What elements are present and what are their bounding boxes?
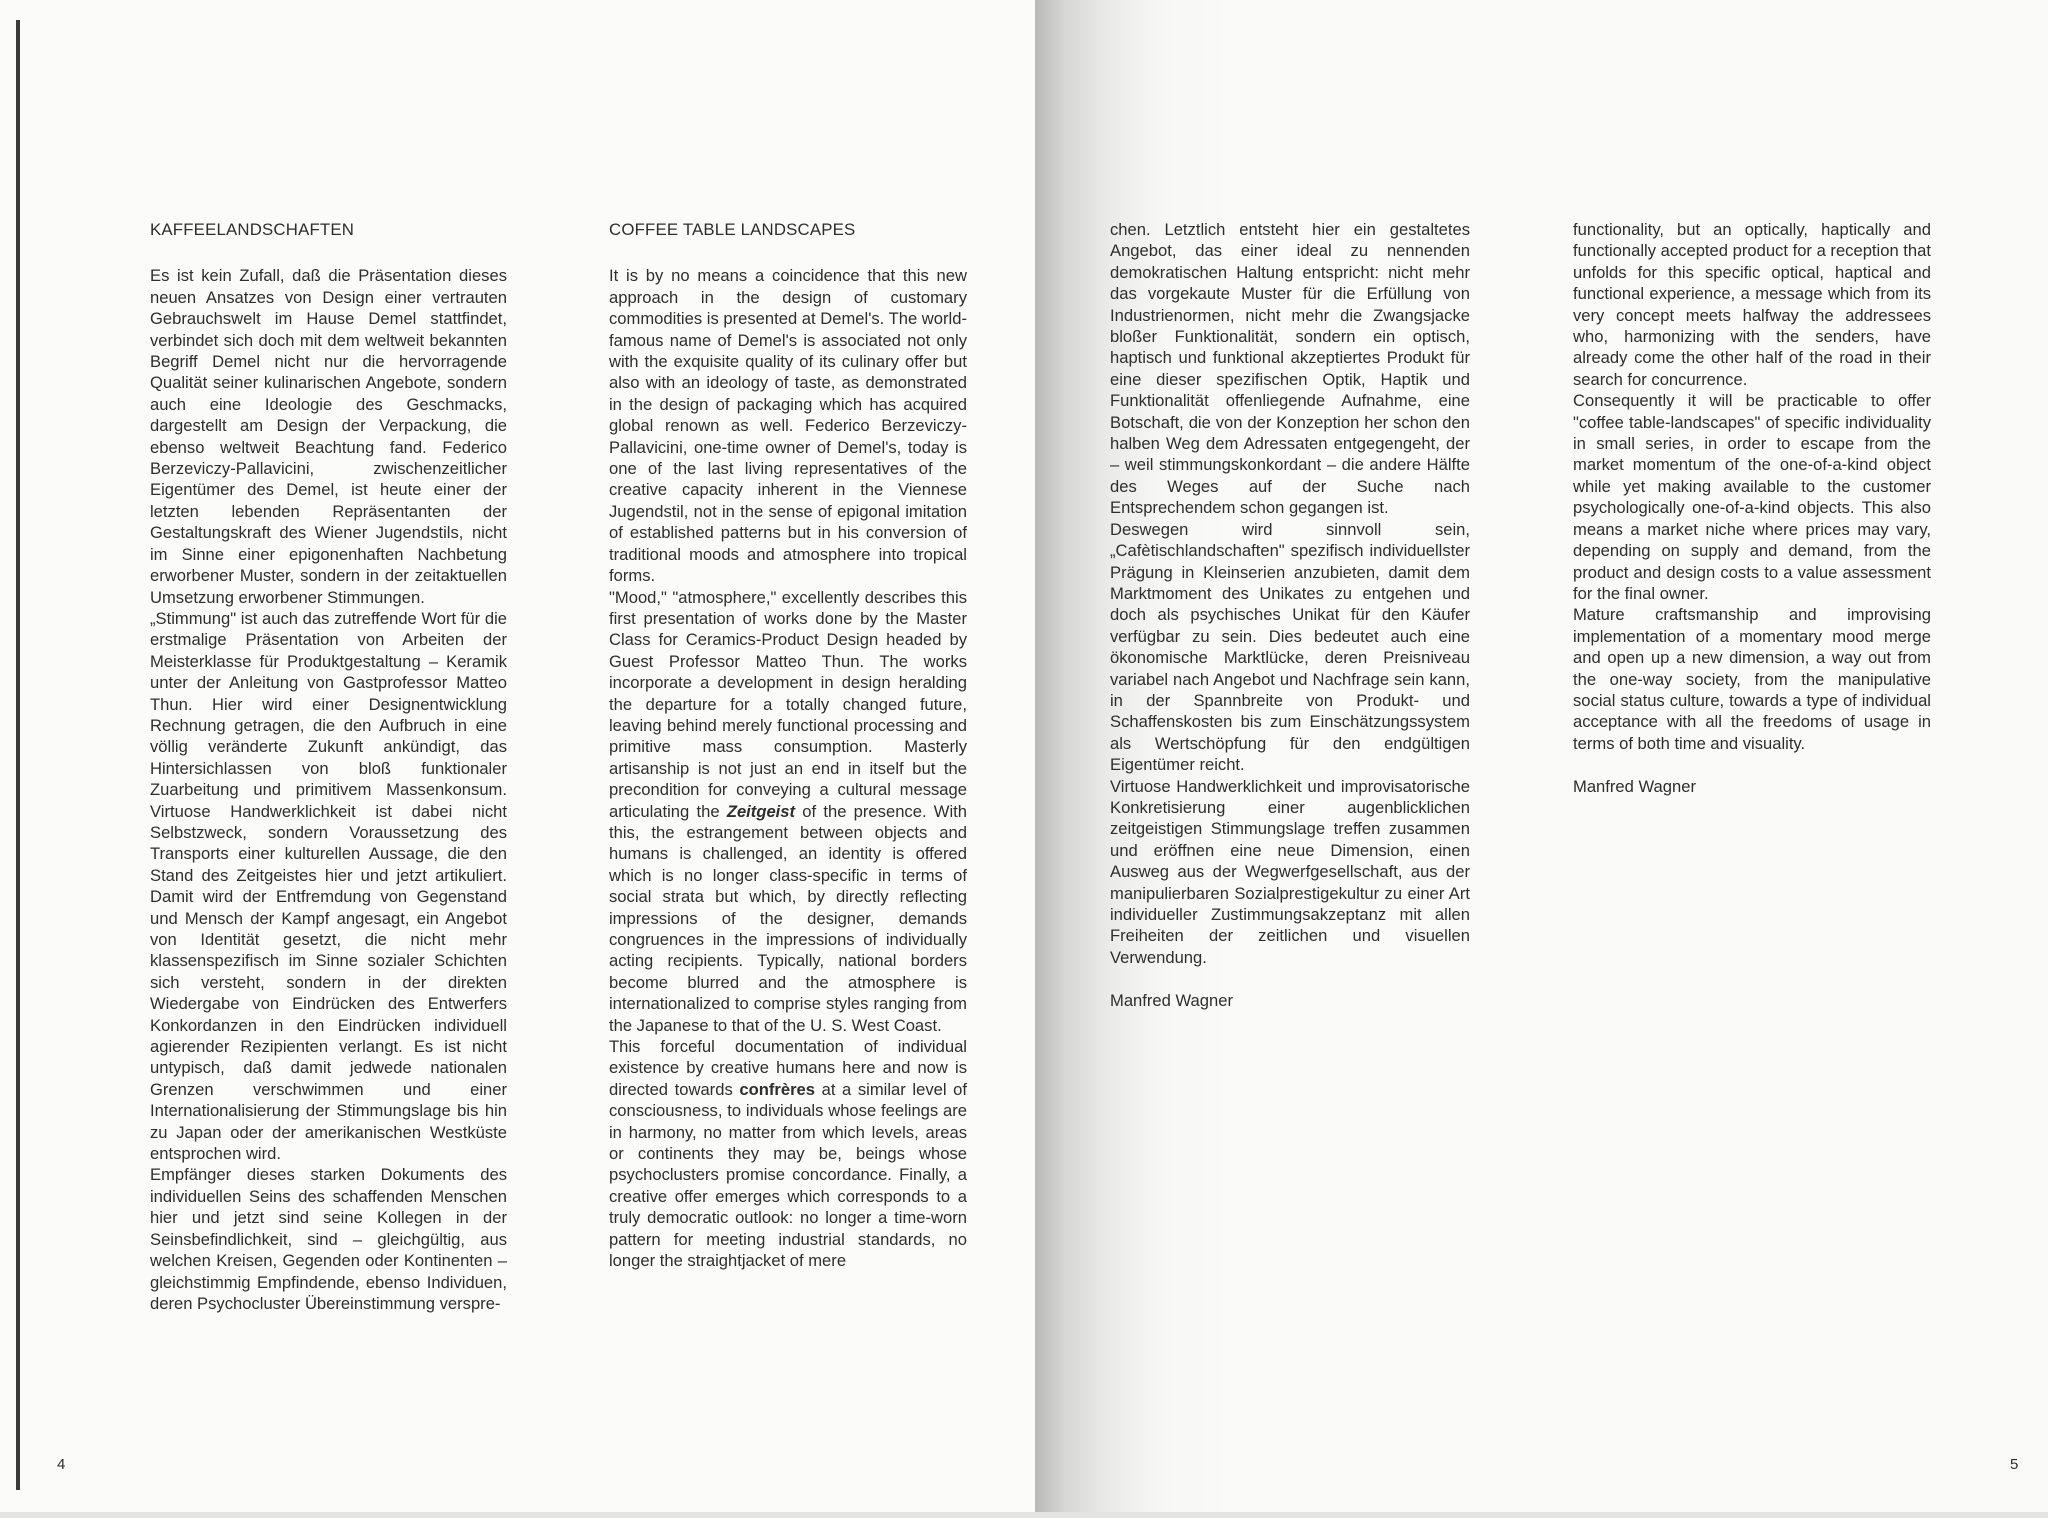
paragraph-text: at a similar level of consciousness, to individuals whose feelings are in harmony, no matter from which levels, areas or continents they may be, beings whose psychoclusters promise concordance. Finally, a creative offer emerges which corresponds to a truly democratic outlook: no longer a time-worn pattern for meeting industrial standards, no longer the straightjacket of mere (609, 1079, 967, 1271)
author-signature: Manfred Wagner (1573, 777, 1696, 797)
paragraph: Mature craftsmanship and improvising implementation of a momentary mood merge and open up a new dimension, a way out from the one-way society, from the manipulative social status culture, towards a type of individual acceptance with all the freedoms of usage in terms of both time and visuality. (1573, 605, 1931, 753)
german-heading: KAFFEELANDSCHAFTEN (150, 220, 355, 239)
paragraph: Consequently it will be practicable to offer "coffee table-landscapes" of specific individuality in small series, in order to escape from the market momentum of the one-of-a-kind object while yet making available to the customer psychologically one-of-a-kind objects. This also means a market niche where prices may vary, depending on supply and demand, from the product and design costs to a value assessment for the final owner. (1573, 391, 1931, 603)
german-column-left (150, 219, 507, 1314)
english-column-right (1573, 219, 1931, 798)
paragraph: Empfänger dieses starken Dokuments des individuellen Seins des schaffenden Menschen hier und jetzt sind seine Kollegen in der Seinsbefindlichkeit, sind – gleichgültig, aus welchen Kreisen, Gegenden oder Kontinenten – gleichstimmig Empfindende, ebenso Individuen, deren Psychocluster Übereinstimmung verspre- (150, 1165, 507, 1313)
paragraph: Deswegen wird sinnvoll sein, „Cafètischlandschaften" spezifisch individuellster Prägung in Kleinserien anzubieten, damit dem Marktmoment des Unikates zu entgehen und doch als psychisches Unikat für den Käufer verfügbar zu sein. Dies bedeutet auch eine ökonomische Marktlücke, deren Preisniveau variabel nach Angebot und Nachfrage sein kann, in der Spannbreite von Produkt- und Schaffenskosten bis zum Einschätzungssystem als Wertschöpfung für den endgültigen Eigentümer reicht. (1110, 519, 1470, 775)
german-column-right (1110, 219, 1470, 1012)
paragraph-text: "Mood," "atmosphere," excellently describes this first presentation of works done by the Master Class for Ceramics-Product Design headed by Guest Professor Matteo Thun. The works incorporate a development in design heralding the departure for a totally changed future, leaving behind merely functional processing and primitive mass consumption. Masterly artisanship is not just an end in itself but the precondition for conveying a cultural message articulating the (609, 587, 967, 821)
paragraph: It is by no means a coincidence that this new approach in the design of customary commodities is presented at Demel's. The world-famous name of Demel's is associated not only with the exquisite quality of its culinary offer but also with an ideology of taste, as demonstrated in the design of packaging which has acquired global renown as well. Federico Berzeviczy-Pallavicini, one-time owner of Demel's, today is one of the last living representatives of the creative capacity inherent in the Viennese Jugendstil, not in the sense of epigonal imitation of established patterns but in his conversion of traditional moods and atmosphere into tropical forms. (609, 266, 967, 586)
paragraph (609, 587, 967, 1037)
paragraph (609, 1036, 967, 1271)
paragraph-text: This forceful documentation of individual existence by creative humans here and now is directed towards (609, 1037, 967, 1099)
zeitgeist-emphasis: Zeitgeist (726, 801, 796, 821)
english-heading: COFFEE TABLE LANDSCAPES (609, 220, 856, 239)
page-number-left: 4 (57, 1456, 66, 1473)
page-edge-line (16, 20, 20, 1490)
paragraph-text: of the presence. With this, the estrangement between objects and humans is challenged, an identity is offered which is no longer class-specific in terms of social strata but which, by directly reflecting impressions of the designer, demands congruences in the impressions of individually acting recipients. Typically, national borders become blurred and the atmosphere is internationalized to comprise styles ranging from the Japanese to that of the U. S. West Coast. (609, 801, 967, 1035)
page-bottom-edge (0, 1512, 2048, 1518)
paragraph: Virtuose Handwerklichkeit und improvisatorische Konkretisierung einer augenblicklichen zeitgeistigen Stimmungslage treffen zusammen und eröffnen eine neue Dimension, einen Ausweg aus der Wegwerfgesellschaft, aus der manipulierbaren Sozialprestigekultur zu einer Art individueller Zustimmungsakzeptanz mit allen Freiheiten der zeitlichen und visuellen Verwendung. (1110, 776, 1470, 967)
english-column-left (609, 219, 967, 1272)
paragraph: Es ist kein Zufall, daß die Präsentation dieses neuen Ansatzes von Design einer vertrauten Gebrauchswelt im Hause Demel stattfindet, verbindet sich doch mit dem weltweit bekannten Begriff Demel nicht nur die hervorragende Qualität seiner kulinarischen Angebote, sondern auch eine Ideologie des Geschmacks, dargestellt am Design der Verpackung, die ebenso weltweit Beachtung fand. Federico Berzeviczy-Pallavicini, zwischenzeitlicher Eigentümer des Demel, ist heute einer der letzten lebenden Repräsentanten der Gestaltungskraft des Wiener Jugendstils, nicht im Sinne einer epigonenhaften Nachbetung erworbener Muster, sondern in der zeitaktuellen Umsetzung erworbener Stimmungen. (150, 266, 507, 607)
author-signature: Manfred Wagner (1110, 991, 1233, 1011)
paragraph: functionality, but an optically, haptically and functionally accepted product for a reception that unfolds for this specific optical, haptical and functional experience, a message which from its very concept meets halfway the addressees who, harmonizing with the senders, have already come the other half of the road in their search for concurrence. (1573, 220, 1931, 389)
page-number-right: 5 (2010, 1456, 2019, 1473)
confreres-emphasis: confrères (739, 1079, 815, 1099)
paragraph: chen. Letztlich entsteht hier ein gestaltetes Angebot, das einer ideal zu nennenden demokratischen Haltung entspricht: nicht mehr das vorgekaute Muster für die Erfüllung von Industrienormen, nicht mehr die Zwangsjacke bloßer Funktionalität, sondern ein optisch, haptisch und funktional akzeptiertes Produkt für eine dieser spezifischen Optik, Haptik und Funktionalität offenliegende Aufnahme, eine Botschaft, die von der Konzeption her schon den halben Weg dem Adressaten entgegengeht, der – weil stimmungskonkordant – die andere Hälfte des Weges auf der Suche nach Entsprechendem schon gegangen ist. (1110, 220, 1470, 518)
paragraph: „Stimmung" ist auch das zutreffende Wort für die erstmalige Präsentation von Arbeiten der Meisterklasse für Produktgestaltung – Keramik unter der Anleitung von Gastprofessor Matteo Thun. Hier wird einer Designentwicklung Rechnung getragen, die den Aufbruch in eine völlig veränderte Zukunft ankündigt, das Hintersichlassen von bloß funktionaler Zuarbeitung und primitivem Massenkonsum. Virtuose Handwerklichkeit ist dabei nicht Selbstzweck, sondern Voraussetzung des Transports einer kulturellen Aussage, die den Stand des Zeitgeistes hier und jetzt artikuliert. Damit wird der Entfremdung von Gegenstand und Mensch der Kampf angesagt, ein Angebot von Identität gesetzt, die nicht mehr klassenspezifisch im Sinne sozialer Schichten sich versteht, sondern in der direkten Wiedergabe von Eindrücken des Entwerfers Konkordanzen in den Eindrücken individuell agierender Rezipienten verlangt. Es ist nicht untypisch, daß damit jedwede nationalen Grenzen verschwimmen und einer Internationalisierung der Stimmungslage bis hin zu Japan oder der amerikanischen Westküste entsprochen wird. (150, 608, 507, 1164)
